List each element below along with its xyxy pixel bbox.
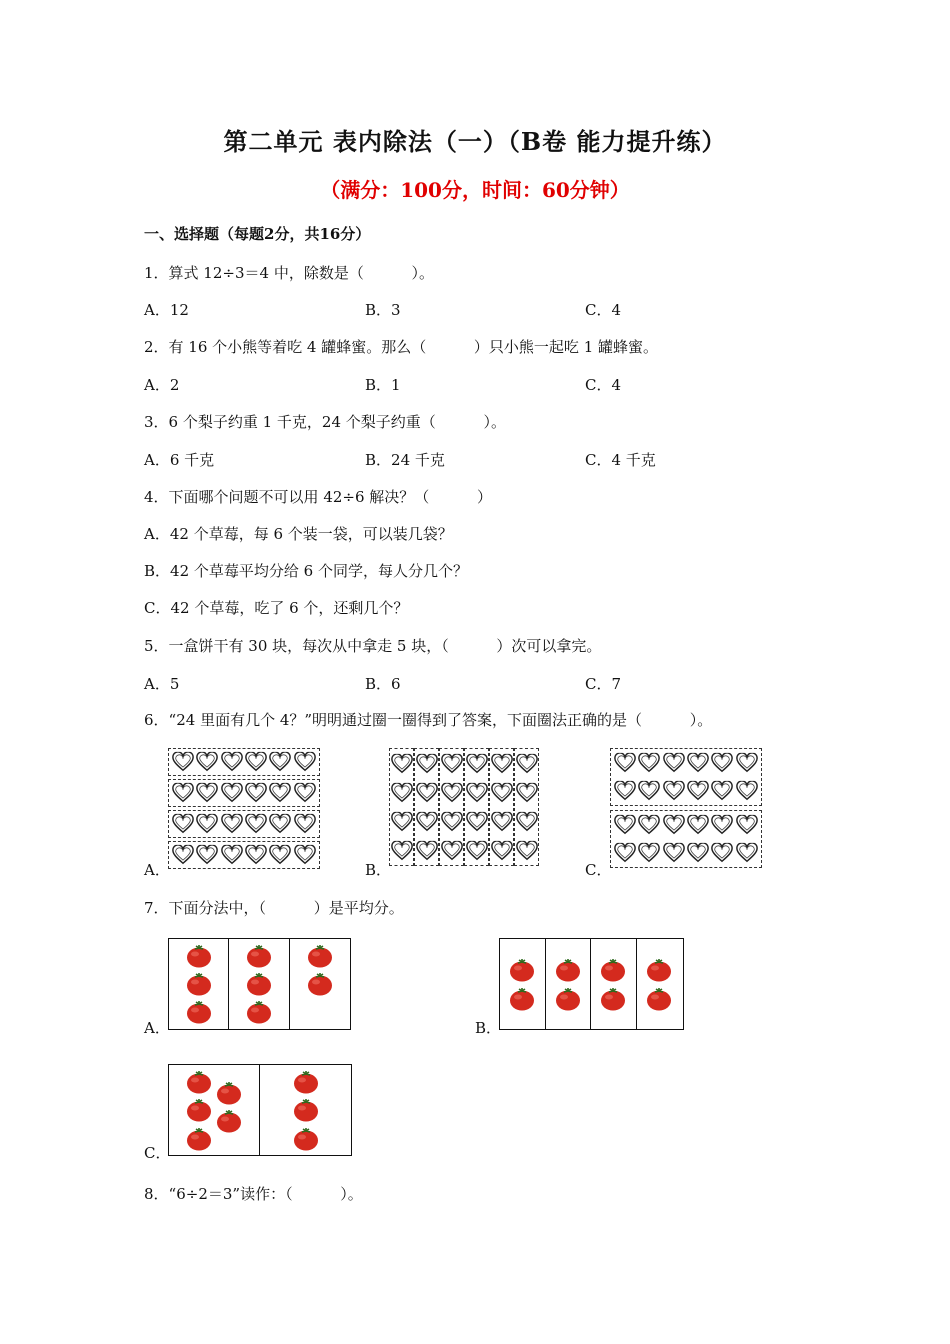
heart-outline-icon xyxy=(516,782,538,804)
q6b-col-1 xyxy=(389,748,414,866)
q7a-cell-3 xyxy=(290,939,350,1029)
q3-option-b[interactable]: B．24 千克 xyxy=(365,451,445,469)
tomato-icon xyxy=(509,958,535,982)
q3-option-a[interactable]: A．6 千克 xyxy=(144,451,215,469)
q5-option-c[interactable]: C．7 xyxy=(585,675,622,693)
tomato-icon xyxy=(186,1070,212,1094)
heart-outline-icon xyxy=(663,752,685,774)
q2-option-c[interactable]: C．4 xyxy=(585,376,622,394)
heart-outline-icon xyxy=(711,814,733,836)
heart-outline-icon xyxy=(663,780,685,802)
heart-outline-icon xyxy=(516,840,538,862)
tomato-icon xyxy=(307,944,333,968)
q6c-row-1 xyxy=(613,752,759,774)
heart-outline-icon xyxy=(614,780,636,802)
heart-outline-icon xyxy=(663,814,685,836)
heart-outline-icon xyxy=(614,752,636,774)
q7b-cell-4 xyxy=(637,939,683,1029)
tomato-icon xyxy=(186,1000,212,1024)
tomato-icon xyxy=(186,1098,212,1122)
tomato-icon xyxy=(555,987,581,1011)
q6b-col-2 xyxy=(414,748,439,866)
heart-outline-icon xyxy=(391,782,413,804)
heart-outline-icon xyxy=(221,813,243,835)
heart-outline-icon xyxy=(269,813,291,835)
question-4: 4．下面哪个问题不可以用 42÷6 解决？（ ） xyxy=(144,488,492,506)
tomato-icon xyxy=(293,1070,319,1094)
heart-outline-icon xyxy=(441,811,463,833)
tomato-icon xyxy=(246,972,272,996)
q6c-row-4 xyxy=(613,842,759,864)
question-7: 7．下面分法中，（ ）是平均分。 xyxy=(144,899,404,917)
q7b-cell-3 xyxy=(591,939,637,1029)
heart-outline-icon xyxy=(441,753,463,775)
heart-outline-icon xyxy=(294,813,316,835)
heart-outline-icon xyxy=(172,751,194,773)
tomato-icon xyxy=(600,958,626,982)
heart-outline-icon xyxy=(736,780,758,802)
q7c-cell-1 xyxy=(169,1065,260,1155)
q4-option-c[interactable]: C．42 个草莓，吃了 6 个，还剩几个？ xyxy=(144,599,409,617)
heart-outline-icon xyxy=(638,842,660,864)
heart-outline-icon xyxy=(736,842,758,864)
q7b-cell-1 xyxy=(500,939,546,1029)
heart-outline-icon xyxy=(221,844,243,866)
heart-outline-icon xyxy=(391,840,413,862)
q2-option-a[interactable]: A．2 xyxy=(144,376,180,394)
q7a-cell-1 xyxy=(169,939,229,1029)
q6c-group-2 xyxy=(610,810,762,868)
heart-outline-icon xyxy=(196,813,218,835)
heart-outline-icon xyxy=(516,811,538,833)
q4-option-a[interactable]: A．42 个草莓，每 6 个装一袋，可以装几袋？ xyxy=(144,525,453,543)
heart-outline-icon xyxy=(711,780,733,802)
heart-outline-icon xyxy=(491,840,513,862)
heart-outline-icon xyxy=(614,842,636,864)
q6-option-c[interactable]: C． xyxy=(585,861,612,879)
heart-outline-icon xyxy=(491,782,513,804)
heart-outline-icon xyxy=(736,814,758,836)
q6-option-b[interactable]: B． xyxy=(365,861,392,879)
q1-option-b[interactable]: B．3 xyxy=(365,301,401,319)
q4-option-b[interactable]: B．42 个草莓平均分给 6 个同学，每人分几个？ xyxy=(144,562,468,580)
tomato-icon xyxy=(186,1127,212,1151)
q6-option-a[interactable]: A． xyxy=(144,861,170,879)
heart-outline-icon xyxy=(196,844,218,866)
tomato-icon xyxy=(293,1098,319,1122)
heart-outline-icon xyxy=(391,753,413,775)
q7-option-a[interactable]: A． xyxy=(144,1019,170,1037)
tomato-icon xyxy=(555,958,581,982)
heart-outline-icon xyxy=(687,752,709,774)
question-3: 3．6 个梨子约重 1 千克，24 个梨子约重（ ）。 xyxy=(144,413,506,431)
heart-outline-icon xyxy=(614,814,636,836)
tomato-icon xyxy=(293,1127,319,1151)
question-1: 1．算式 12÷3＝4 中，除数是（ ）。 xyxy=(144,264,435,282)
tomato-icon xyxy=(600,987,626,1011)
heart-outline-icon xyxy=(172,782,194,804)
question-6: 6．“24 里面有几个 4？”明明通过圈一圈得到了答案，下面圈法正确的是（ ）。 xyxy=(144,711,713,729)
heart-outline-icon xyxy=(441,782,463,804)
q3-option-c[interactable]: C．4 千克 xyxy=(585,451,656,469)
heart-outline-icon xyxy=(638,814,660,836)
q6a-row-1 xyxy=(168,748,320,776)
q6-figure-b xyxy=(389,748,539,866)
q5-option-a[interactable]: A．5 xyxy=(144,675,180,693)
q6c-row-2 xyxy=(613,780,759,802)
heart-outline-icon xyxy=(269,751,291,773)
tomato-icon xyxy=(307,972,333,996)
q7-option-b[interactable]: B． xyxy=(475,1019,502,1037)
heart-outline-icon xyxy=(245,813,267,835)
heart-outline-icon xyxy=(245,844,267,866)
heart-outline-icon xyxy=(294,844,316,866)
tomato-icon xyxy=(246,1000,272,1024)
tomato-icon xyxy=(246,944,272,968)
heart-outline-icon xyxy=(416,753,438,775)
heart-outline-icon xyxy=(516,753,538,775)
tomato-icon xyxy=(216,1109,242,1133)
page-title: 第二单元 表内除法（一）（B卷 能力提升练） xyxy=(223,127,727,156)
heart-outline-icon xyxy=(466,753,488,775)
heart-outline-icon xyxy=(466,840,488,862)
heart-outline-icon xyxy=(638,780,660,802)
heart-outline-icon xyxy=(736,752,758,774)
heart-outline-icon xyxy=(196,751,218,773)
q6b-col-5 xyxy=(489,748,514,866)
heart-outline-icon xyxy=(687,842,709,864)
heart-outline-icon xyxy=(687,814,709,836)
tomato-icon xyxy=(646,987,672,1011)
section-heading: 一、选择题（每题2分，共16分） xyxy=(144,225,371,243)
q2-option-b[interactable]: B．1 xyxy=(365,376,401,394)
heart-outline-icon xyxy=(491,753,513,775)
heart-outline-icon xyxy=(294,782,316,804)
heart-outline-icon xyxy=(687,780,709,802)
q6b-col-6 xyxy=(514,748,539,866)
tomato-icon xyxy=(509,987,535,1011)
heart-outline-icon xyxy=(441,840,463,862)
heart-outline-icon xyxy=(663,842,685,864)
heart-outline-icon xyxy=(245,751,267,773)
page-subtitle: （满分：100分，时间：60分钟） xyxy=(320,178,630,202)
heart-outline-icon xyxy=(269,844,291,866)
q7-figure-c xyxy=(168,1064,352,1156)
heart-outline-icon xyxy=(491,811,513,833)
tomato-icon xyxy=(646,958,672,982)
q1-option-c[interactable]: C．4 xyxy=(585,301,622,319)
heart-outline-icon xyxy=(711,752,733,774)
q6b-col-3 xyxy=(439,748,464,866)
heart-outline-icon xyxy=(711,842,733,864)
q6a-row-4 xyxy=(168,841,320,869)
heart-outline-icon xyxy=(269,782,291,804)
q6a-row-3 xyxy=(168,810,320,838)
heart-outline-icon xyxy=(466,811,488,833)
q6-figure-a xyxy=(168,748,320,870)
heart-outline-icon xyxy=(638,752,660,774)
heart-outline-icon xyxy=(221,751,243,773)
heart-outline-icon xyxy=(245,782,267,804)
question-5: 5．一盒饼干有 30 块，每次从中拿走 5 块，（ ）次可以拿完。 xyxy=(144,637,602,655)
heart-outline-icon xyxy=(196,782,218,804)
q6c-row-3 xyxy=(613,814,759,836)
q6a-row-2 xyxy=(168,779,320,807)
heart-outline-icon xyxy=(172,844,194,866)
tomato-icon xyxy=(186,972,212,996)
question-8: 8．“6÷2＝3”读作：（ ）。 xyxy=(144,1185,363,1203)
q6c-group-1 xyxy=(610,748,762,806)
q5-option-b[interactable]: B．6 xyxy=(365,675,401,693)
q6-figure-c xyxy=(610,748,762,868)
q1-option-a[interactable]: A．12 xyxy=(144,301,189,319)
q7-figure-a xyxy=(168,938,351,1030)
heart-outline-icon xyxy=(416,811,438,833)
heart-outline-icon xyxy=(221,782,243,804)
q6b-col-4 xyxy=(464,748,489,866)
heart-outline-icon xyxy=(391,811,413,833)
q7c-cell-2 xyxy=(260,1065,351,1155)
heart-outline-icon xyxy=(416,782,438,804)
question-2: 2．有 16 个小熊等着吃 4 罐蜂蜜。那么（ ）只小熊一起吃 1 罐蜂蜜。 xyxy=(144,338,659,356)
q7-figure-b xyxy=(499,938,684,1030)
tomato-icon xyxy=(186,944,212,968)
heart-outline-icon xyxy=(466,782,488,804)
q7-option-c[interactable]: C． xyxy=(144,1144,171,1162)
q7a-cell-2 xyxy=(229,939,289,1029)
q7b-cell-2 xyxy=(546,939,592,1029)
heart-outline-icon xyxy=(294,751,316,773)
tomato-icon xyxy=(216,1081,242,1105)
heart-outline-icon xyxy=(416,840,438,862)
heart-outline-icon xyxy=(172,813,194,835)
